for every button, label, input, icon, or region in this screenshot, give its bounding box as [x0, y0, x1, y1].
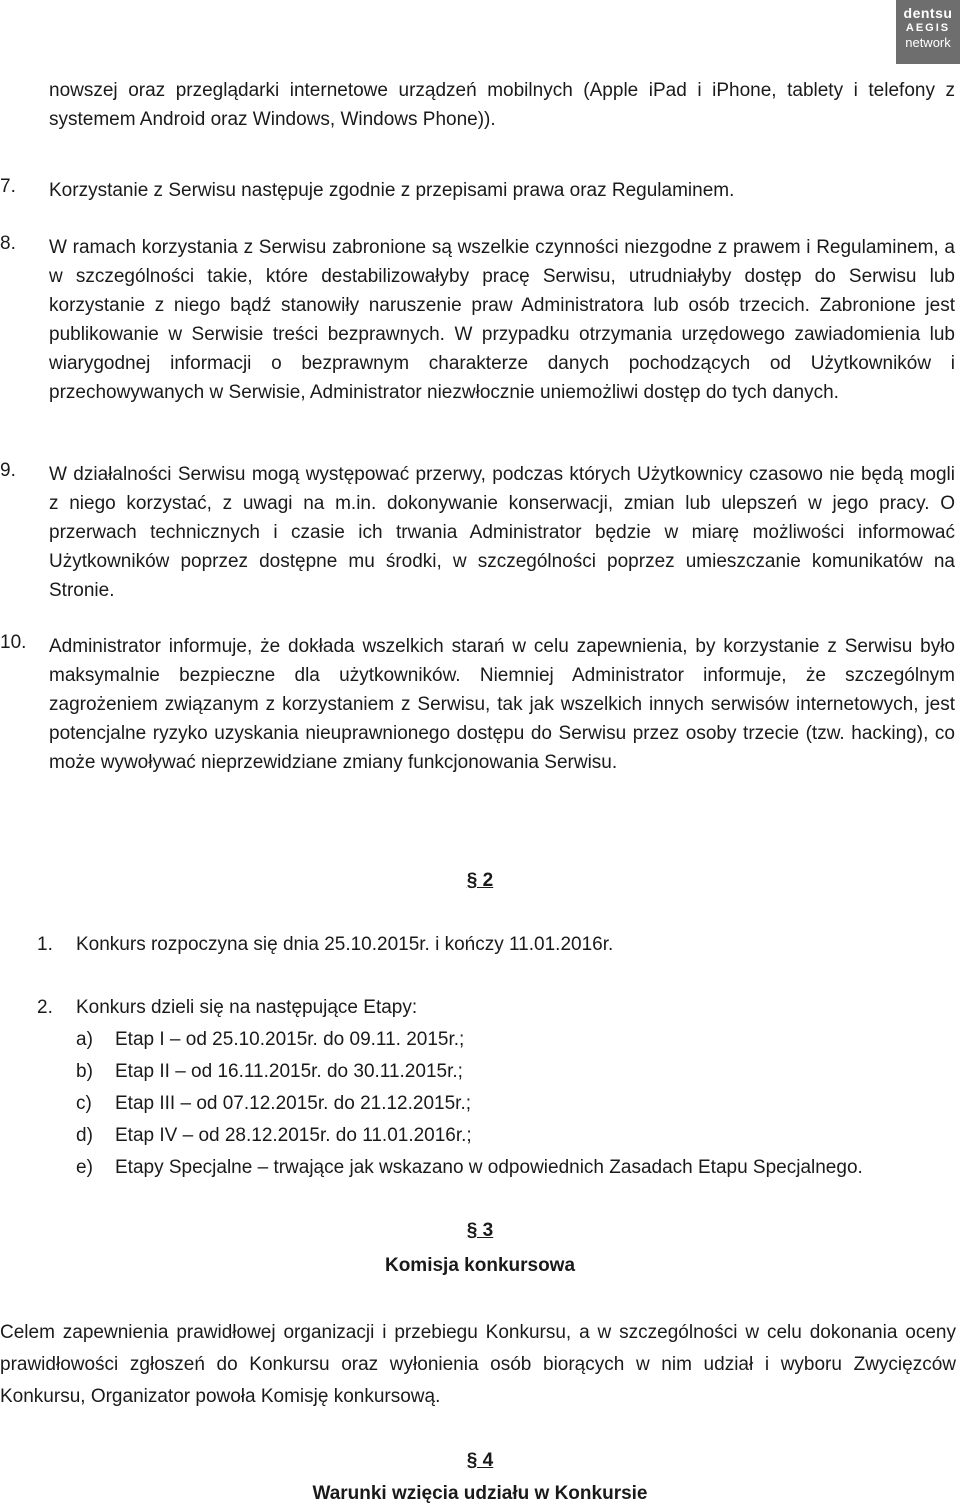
paragraph-number: 10.	[0, 632, 27, 653]
stage-letter: d)	[76, 1125, 93, 1146]
logo-line-3: network	[905, 35, 951, 51]
section-4-heading	[0, 1450, 960, 1472]
paragraph-text: nowszej oraz przeglądarki internetowe urządzeń mobilnych (Apple iPad i iPhone, tablety i telefony z systemem Android oraz Windows, Windows Phone)).	[49, 80, 955, 131]
section-2-heading	[0, 870, 960, 892]
list-number: 2.	[37, 997, 53, 1018]
paragraph-number: 8.	[0, 233, 16, 254]
paragraph-number: 7.	[0, 176, 16, 197]
dentsu-aegis-logo	[896, 0, 960, 64]
stage-text: Etap IV – od 28.12.2015r. do 11.01.2016r.;	[115, 1125, 472, 1146]
paragraph-text: Korzystanie z Serwisu następuje zgodnie z przepisami prawa oraz Regulaminem.	[49, 180, 735, 201]
list-text: Konkurs dzieli się na następujące Etapy:	[76, 997, 418, 1018]
section-3-heading	[0, 1220, 960, 1242]
list-text: Konkurs rozpoczyna się dnia 25.10.2015r. i kończy 11.01.2016r.	[76, 934, 614, 955]
section-mark: § 2	[466, 870, 494, 891]
logo-line-2: AEGIS	[905, 21, 951, 34]
section-mark: § 4	[466, 1450, 494, 1471]
paragraph-text: Administrator informuje, że dokłada wszelkich starań w celu zapewnienia, by korzystanie z Serwisu było maksymalnie bezpieczne dla użytkowników. Niemniej Administrator informuje, że szczególnym zagrożeniem związanym z korzystaniem z Serwisu, tak jak wszelkich innych serwisów internetowych, jest potencjalne ryzyko uzyskania nieuprawnionego dostępu do Serwisu przez osoby trzecie (tzw. hacking), co może wywoływać nieprzewidziane zmiany funkcjonowania Serwisu.	[49, 636, 955, 774]
stage-text: Etapy Specjalne – trwające jak wskazano w odpowiednich Zasadach Etapu Specjalnego.	[115, 1157, 863, 1178]
paragraph-text: W działalności Serwisu mogą występować przerwy, podczas których Użytkownicy czasowo nie będą mogli z niego korzystać, z uwagi na m.in. dokonywanie konserwacji, zmian lub ulepszeń w jego pracy. O przerwach technicznych i czasie ich trwania Administrator będzie w miarę możliwości informować Użytkowników poprzez dostępne mu środki, w szczególności poprzez umieszczanie komunikatów na Stronie.	[49, 464, 955, 602]
stage-letter: b)	[76, 1061, 93, 1082]
list-number: 1.	[37, 934, 53, 955]
section-mark: § 3	[466, 1220, 494, 1241]
paragraph-text: Celem zapewnienia prawidłowej organizacji i przebiegu Konkursu, a w szczególności w celu dokonania oceny prawidłowości zgłoszeń do Konkursu oraz wyłonienia osób biorących w nim udział i wyboru Zwycięzców Konkursu, Organizator powoła Komisję konkursową.	[0, 1322, 956, 1407]
stage-text: Etap I – od 25.10.2015r. do 09.11. 2015r.;	[115, 1029, 465, 1050]
stage-text: Etap II – od 16.11.2015r. do 30.11.2015r.;	[115, 1061, 463, 1082]
section-3-title: Komisja konkursowa	[384, 1255, 576, 1276]
paragraph-text: W ramach korzystania z Serwisu zabronione są wszelkie czynności niezgodne z prawem i Regulaminem, a w szczególności takie, które destabilizowałyby pracę Serwisu, utrudniałyby dostęp do Serwisu lub korzystanie z niego bądź stanowiły naruszenie praw Administratora lub osób trzecich. Zabronione jest publikowanie w Serwisie treści bezprawnych. W przypadku otrzymania urzędowego zawiadomienia lub wiarygodnej informacji o bezprawnym charakterze danych pochodzących od Użytkowników i przechowywanych w Serwisie, Administrator niezwłocznie uniemożliwi dostęp do tych danych.	[49, 237, 955, 404]
section-4-title: Warunki wzięcia udziału w Konkursie	[312, 1483, 648, 1504]
stage-letter: c)	[76, 1093, 92, 1114]
logo-line-1: dentsu	[903, 5, 953, 21]
stage-letter: e)	[76, 1157, 93, 1178]
stage-letter: a)	[76, 1029, 93, 1050]
stage-text: Etap III – od 07.12.2015r. do 21.12.2015r.;	[115, 1093, 472, 1114]
paragraph-number: 9.	[0, 460, 16, 481]
